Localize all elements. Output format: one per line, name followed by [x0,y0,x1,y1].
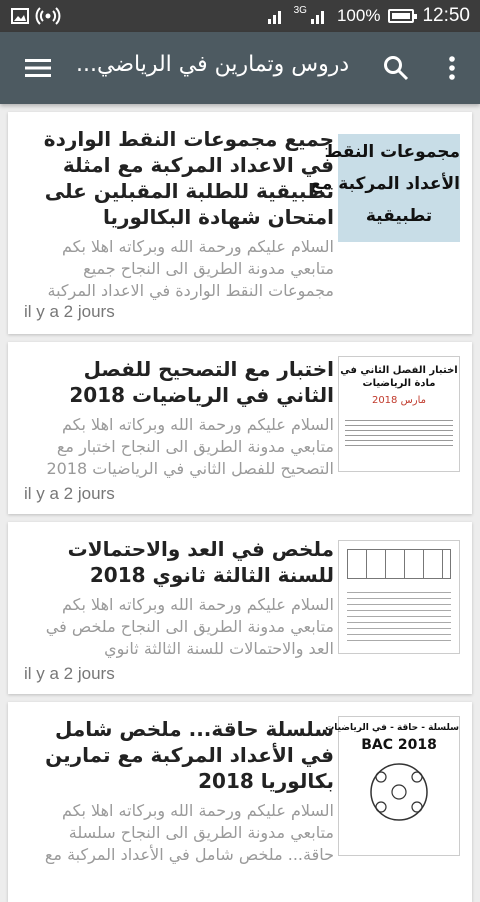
post-thumbnail [325,716,460,856]
broadcast-icon [38,6,58,26]
post-title[interactable]: ملخص في العد والاحتمالات للسنة الثالثة ثانوي 2018 [67,537,334,587]
signal-icon [266,6,286,26]
status-bar [0,0,480,32]
clock: 12:50 [422,5,470,26]
image-icon [10,6,30,26]
post-date: il y a 2 jours [24,664,115,683]
post-card[interactable] [8,112,472,334]
thumb-line: الأعداد المركبة مع [310,174,460,194]
more-vert-icon [448,56,456,80]
battery-icon [388,9,414,23]
post-list [0,104,480,864]
search-button[interactable] [376,48,416,88]
thumb-line: سلسلة - حاقة - في الرياضيات [325,723,459,733]
app-bar [0,32,480,104]
post-thumbnail [338,540,460,654]
app-title: دروس وتمارين في الرياضي... [76,52,350,77]
post-date: il y a 2 jours [24,484,115,503]
menu-button[interactable] [18,48,58,88]
post-thumbnail [310,134,460,242]
post-snippet: السلام عليكم ورحمة الله وبركاته اهلا بكم متابعي مدونة الطريق الى النجاح ملخص في العد والاحتمالات للسنة الثالثة ثانوي [45,595,334,658]
thumb-table [347,549,451,579]
post-title[interactable]: سلسلة حاقة... ملخص شامل في الأعداد المركبة مع تمارين بكالوريا 2018 [45,717,334,793]
thumb-line: مارس 2018 [371,395,427,406]
thumb-text-block [347,587,451,645]
post-snippet: السلام عليكم ورحمة الله وبركاته اهلا بكم متابعي مدونة الطريق الى النجاح اختبار مع التصحيح للفصل الثاني في الرياضيات 2018 [46,415,334,478]
more-options-button[interactable] [432,48,472,88]
thumb-text-block [345,416,453,446]
thumb-line: اختبار الفصل الثاني في [340,365,458,376]
signal-bars-icon [309,6,329,26]
complex-plane-figure [359,757,439,827]
post-card[interactable] [8,702,472,902]
post-card[interactable] [8,522,472,694]
thumb-line: مجموعات النقط [324,142,460,162]
post-snippet: السلام عليكم ورحمة الله وبركاته اهلا بكم متابعي مدونة الطريق الى النجاح جميع مجموعات النقط الواردة في الاعداد المركبة [47,237,334,300]
thumb-line: تطبيقية [365,206,433,226]
battery-percent: 100% [336,6,381,25]
search-icon [383,55,409,81]
post-card[interactable] [8,342,472,514]
post-date: il y a 2 jours [24,302,115,321]
post-thumbnail [338,356,460,472]
post-title[interactable]: جميع مجموعات النقط الواردة في الاعداد المركبة مع امثلة تطبيقية للطلبة المقبلين على امتحان شهادة البكالوريا [43,127,334,229]
menu-icon [25,58,51,78]
signal-3g-icon: 3G [293,4,307,16]
post-title[interactable]: اختبار مع التصحيح للفصل الثاني في الرياضيات 2018 [69,357,334,407]
thumb-line: BAC 2018 [361,737,437,753]
post-snippet: السلام عليكم ورحمة الله وبركاته اهلا بكم متابعي مدونة الطريق الى النجاح سلسلة حاقة... ملخص شامل في الأعداد المركبة مع [44,801,334,864]
thumb-line: مادة الرياضيات [362,378,436,389]
